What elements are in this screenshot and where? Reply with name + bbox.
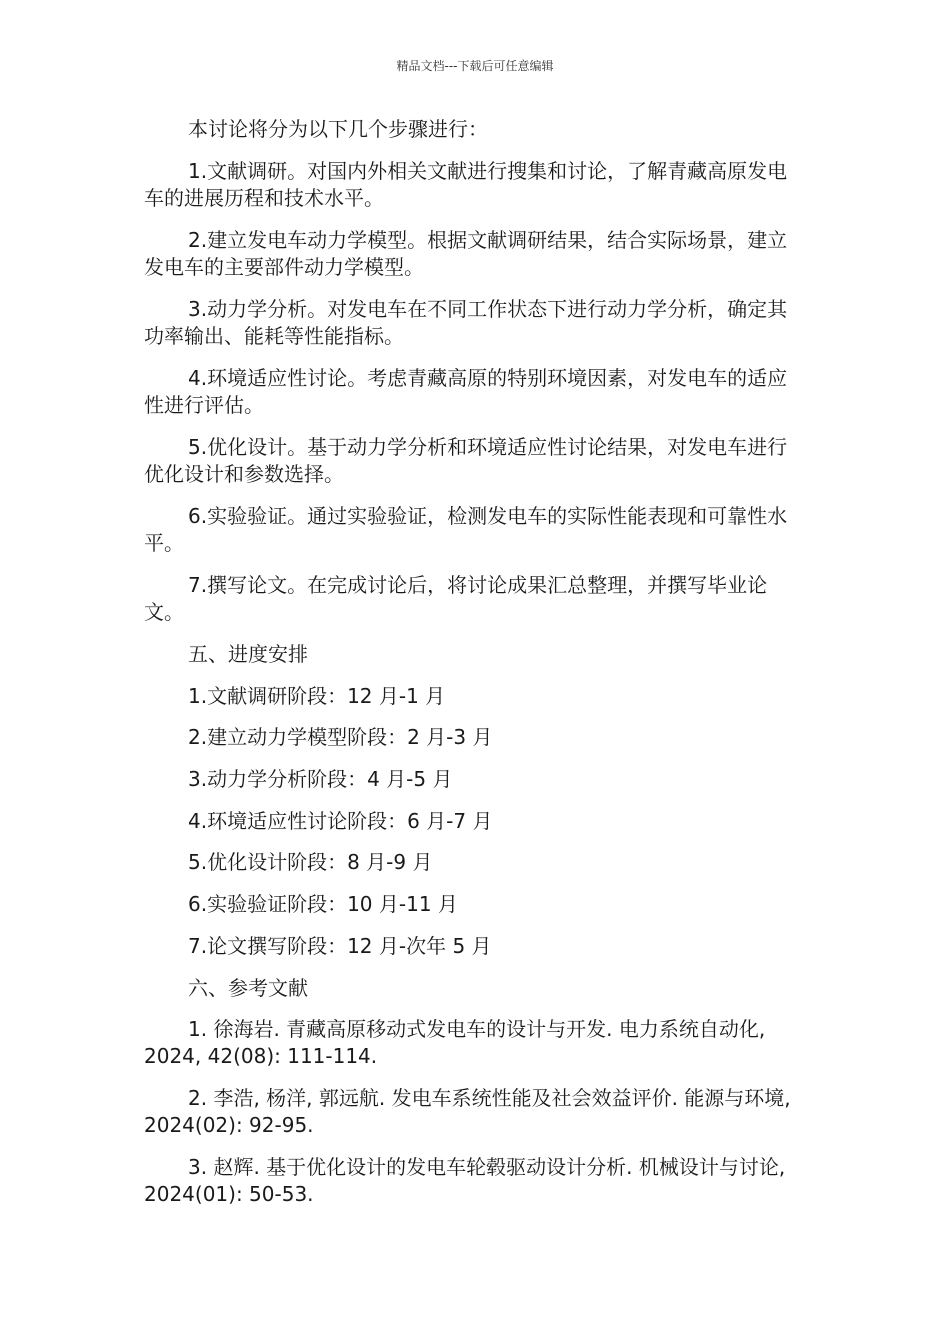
step-paragraph: 2.建立发电车动力学模型。根据文献调研结果，结合实际场景，建立发电车的主要部件动力学模型。 [144, 228, 788, 279]
step-paragraph: 6.实验验证。通过实验验证，检测发电车的实际性能表现和可靠性水平。 [144, 504, 788, 555]
step-paragraph: 1.文献调研。对国内外相关文献进行搜集和讨论，了解青藏高原发电车的进展历程和技术水平。 [144, 159, 788, 210]
schedule-item: 5.优化设计阶段：8 月-9 月 [188, 850, 433, 875]
page-header: 精品文档---下载后可任意编辑 [396, 59, 554, 73]
schedule-item: 1.文献调研阶段：12 月-1 月 [188, 683, 446, 708]
reference-item: 1. 徐海岩. 青藏高原移动式发电车的设计与开发. 电力系统自动化, 2024, 42(08): 111-114. [144, 1017, 766, 1069]
schedule-item: 6.实验验证阶段：10 月-11 月 [188, 892, 458, 917]
reference-item: 2. 李浩, 杨洋, 郭远航. 发电车系统性能及社会效益评价. 能源与环境, 2024(02): 92-95. [144, 1086, 791, 1138]
schedule-heading: 五、进度安排 [188, 642, 308, 666]
references-heading: 六、参考文献 [188, 975, 308, 1000]
schedule-item: 2.建立动力学模型阶段：2 月-3 月 [188, 725, 493, 750]
document-body [144, 116, 794, 1223]
schedule-item: 3.动力学分析阶段：4 月-5 月 [188, 767, 453, 792]
intro-paragraph: 本讨论将分为以下几个步骤进行： [188, 117, 488, 141]
step-paragraph: 3.动力学分析。对发电车在不同工作状态下进行动力学分析，确定其功率输出、能耗等性能指标。 [144, 297, 788, 348]
schedule-item: 4.环境适应性讨论阶段：6 月-7 月 [188, 808, 493, 833]
step-paragraph: 7.撰写论文。在完成讨论后，将讨论成果汇总整理，并撰写毕业论文。 [144, 573, 768, 624]
step-paragraph: 4.环境适应性讨论。考虑青藏高原的特别环境因素，对发电车的适应性进行评估。 [144, 366, 788, 417]
reference-item: 3. 赵辉. 基于优化设计的发电车轮毂驱动设计分析. 机械设计与讨论, 2024(01): 50-53. [144, 1155, 786, 1207]
schedule-item: 7.论文撰写阶段：12 月-次年 5 月 [188, 933, 492, 958]
step-paragraph: 5.优化设计。基于动力学分析和环境适应性讨论结果，对发电车进行优化设计和参数选择。 [144, 435, 788, 486]
